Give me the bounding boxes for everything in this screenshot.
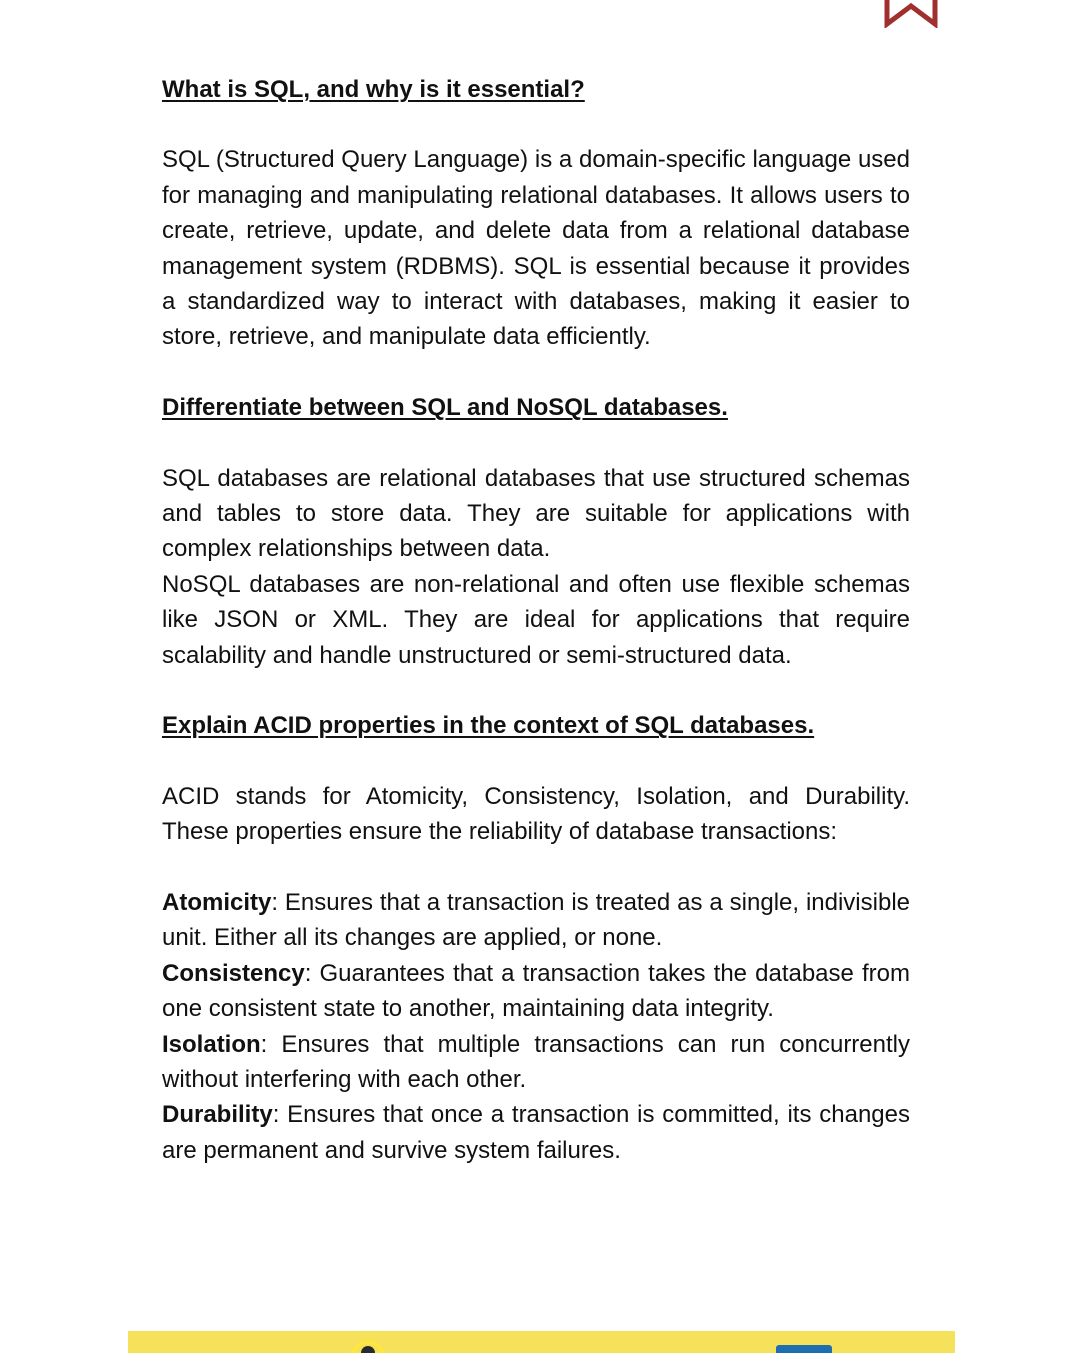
term-atomicity: Atomicity xyxy=(162,889,272,917)
desc-durability: : Ensures that once a transaction is committed, its changes are permanent and survive system failures. xyxy=(162,1101,910,1164)
footer-banner xyxy=(128,1331,955,1353)
section-heading-acid: Explain ACID properties in the context of SQL databases. xyxy=(162,712,815,740)
desc-isolation: : Ensures that multiple transactions can run concurrently without interfering with each other. xyxy=(162,1030,910,1094)
acid-property-durability xyxy=(162,1097,910,1168)
avatar xyxy=(350,1341,386,1353)
acid-property-atomicity xyxy=(162,885,910,956)
desc-consistency: : Guarantees that a transaction takes the database from one consistent state to another, maintaining data integrity. xyxy=(162,959,910,1023)
term-consistency: Consistency xyxy=(162,959,305,987)
paragraph-nosql-databases: NoSQL databases are non-relational and often use flexible schemas like JSON or XML. They are ideal for applications that require scalability and handle unstructured or semi-structured data. xyxy=(162,570,910,669)
acid-property-consistency xyxy=(162,956,910,1027)
term-isolation: Isolation xyxy=(162,1030,261,1058)
section-heading-sql-vs-nosql: Differentiate between SQL and NoSQL databases. xyxy=(162,394,728,422)
section-heading-sql: What is SQL, and why is it essential? xyxy=(162,76,585,103)
desc-atomicity: : Ensures that a transaction is treated as a single, indivisible unit. Either all its changes are applied, or none. xyxy=(162,889,910,952)
footer-badge[interactable] xyxy=(776,1345,832,1353)
paragraph-sql-definition: SQL (Structured Query Language) is a domain-specific language used for managing and manipulating relational databases. It allows users to create, retrieve, update, and delete data from a relational database management system (RDBMS). SQL is essential because it provides a standardized way to interact with databases, making it easier to store, retrieve, and manipulate data efficiently. xyxy=(162,146,910,351)
document-body xyxy=(162,72,910,1168)
paragraph-acid-intro: ACID stands for Atomicity, Consistency, Isolation, and Durability. These properties ensure the reliability of database transactions: xyxy=(162,782,910,846)
term-durability: Durability xyxy=(162,1101,273,1129)
bookmark-icon[interactable] xyxy=(884,0,938,28)
paragraph-sql-databases: SQL databases are relational databases that use structured schemas and tables to store data. They are suitable for applications with complex relationships between data. xyxy=(162,464,910,563)
acid-property-isolation xyxy=(162,1027,910,1098)
